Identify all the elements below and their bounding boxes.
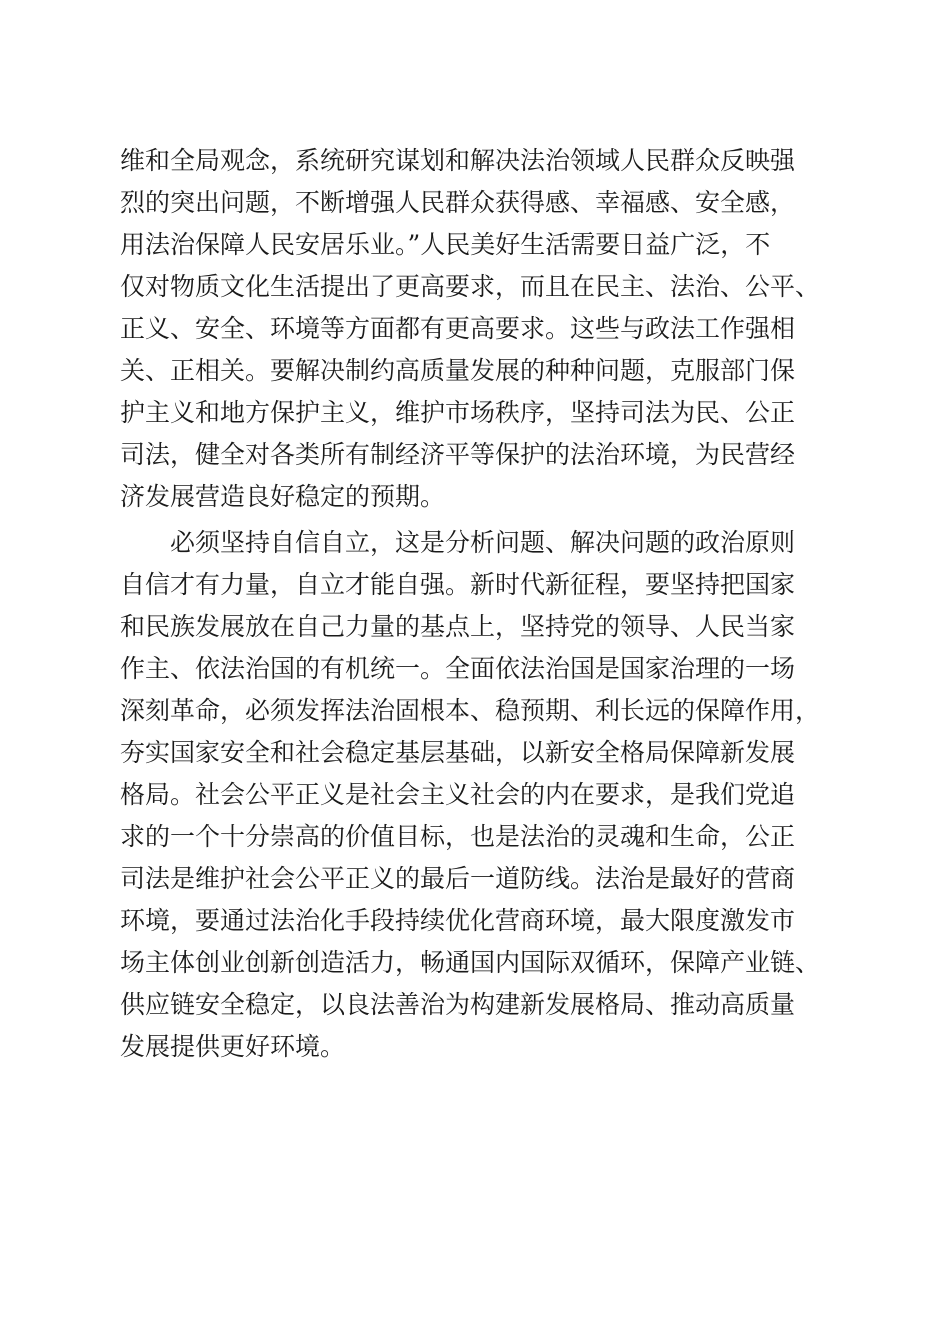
text-line: 司法是维护社会公平正义的最后一道防线。法治是最好的营商 [120,864,796,893]
text-line: 关、正相关。要解决制约高质量发展的种种问题，克服部门保 [120,356,796,385]
text-line: 烈的突出问题，不断增强人民群众获得感、幸福感、安全感， [120,188,796,217]
text-line: 维和全局观念，系统研究谋划和解决法治领域人民群众反映强 [120,146,796,175]
text-line: 护主义和地方保护主义，维护市场秩序，坚持司法为民、公正 [120,398,796,427]
document-body [120,140,840,1068]
text-line: 求的一个十分崇高的价值目标，也是法治的灵魂和生命，公正 [120,822,796,851]
text-line: 济发展营造良好稳定的预期。 [120,482,446,511]
text-line: 供应链安全稳定，以良法善治为构建新发展格局、推动高质量 [120,990,796,1019]
text-line: 深刻革命，必须发挥法治固根本、稳预期、利长远的保障作用， [120,696,821,725]
text-line: 必须坚持自信自立，这是分析问题、解决问题的政治原则 [120,528,796,557]
paragraph-2 [120,522,840,1068]
text-line: 自信才有力量，自立才能自强。新时代新征程，要坚持把国家 [120,570,796,599]
text-line: 发展提供更好环境。 [120,1032,346,1061]
text-line: 场主体创业创新创造活力，畅通国内国际双循环，保障产业链、 [120,948,821,977]
text-line: 仅对物质文化生活提出了更高要求，而且在民主、法治、公平、 [120,272,821,301]
text-line: 夯实国家安全和社会稳定基层基础，以新安全格局保障新发展 [120,738,796,767]
text-line: 环境，要通过法治化手段持续优化营商环境，最大限度激发市 [120,906,796,935]
text-line: 格局。社会公平正义是社会主义社会的内在要求，是我们党追 [120,780,796,809]
paragraph-1 [120,140,840,518]
text-line: 和民族发展放在自己力量的基点上，坚持党的领导、人民当家 [120,612,796,641]
text-line: 正义、安全、环境等方面都有更高要求。这些与政法工作强相 [120,314,796,343]
text-line: 用法治保障人民安居乐业。”人民美好生活需要日益广泛，不 [120,230,771,259]
text-line: 作主、依法治国的有机统一。全面依法治国是国家治理的一场 [120,654,796,683]
text-line: 司法，健全对各类所有制经济平等保护的法治环境，为民营经 [120,440,796,469]
